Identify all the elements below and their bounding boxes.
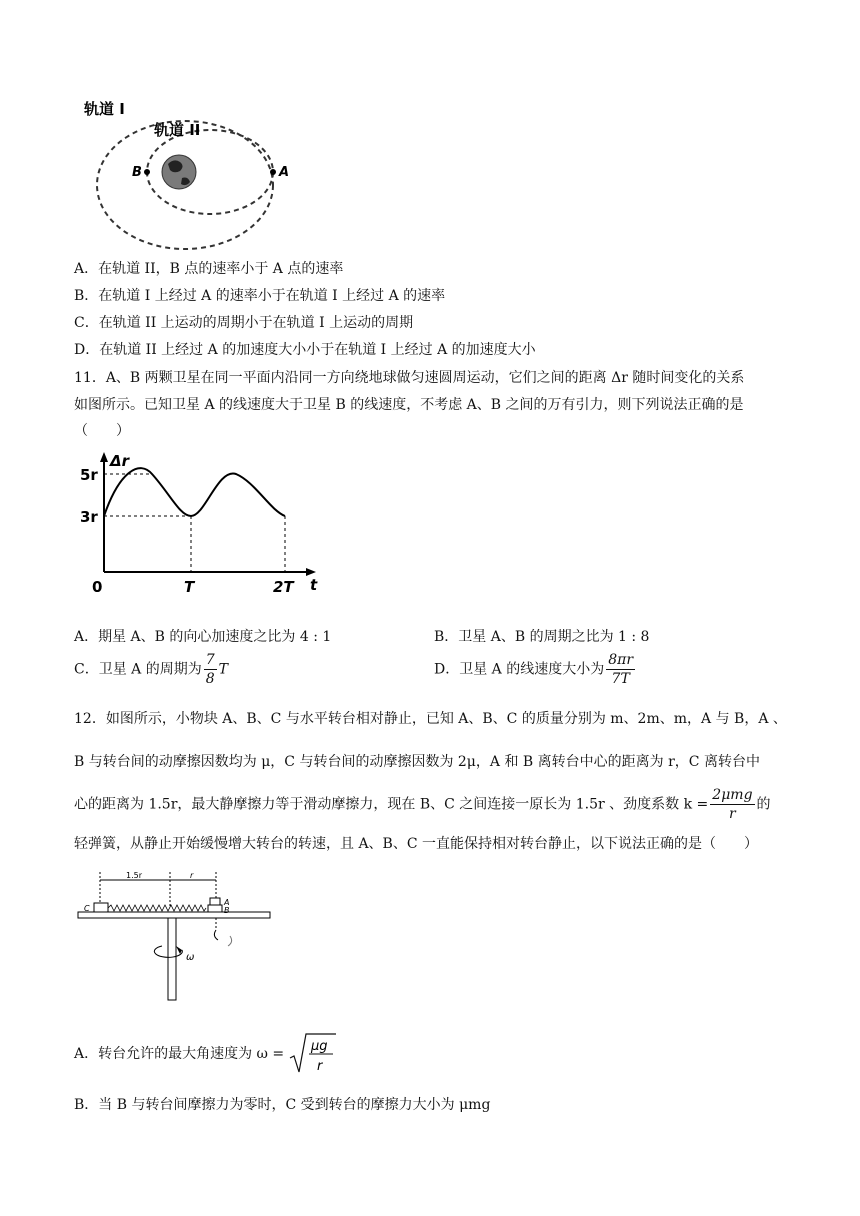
label-orbit-1: 轨道 I xyxy=(84,100,125,118)
label-B: B xyxy=(224,906,230,915)
x-tick-0: 0 xyxy=(92,578,103,596)
svg-text:r: r xyxy=(316,1059,322,1074)
turntable-axle xyxy=(168,918,176,1000)
label-A: A xyxy=(279,165,290,180)
label-omega: ω xyxy=(186,952,195,963)
label-B: B xyxy=(132,165,142,180)
block-B xyxy=(208,905,222,912)
q10-option-b: B．在轨道 I 上经过 A 的速率小于在轨道 I 上经过 A 的速率 xyxy=(74,288,446,304)
q11-option-a: A．期星 A、B 的向心加速度之比为 4 : 1 xyxy=(74,629,332,645)
point-B xyxy=(144,169,150,175)
earth-icon xyxy=(162,155,196,189)
q11-option-c: C．卫星 A 的周期为 $\frac{7}{8}$ T xyxy=(74,652,228,687)
turntable-surface xyxy=(78,912,270,918)
spring xyxy=(108,905,206,911)
fraction-7-8: $\frac{7}{8}$ xyxy=(205,652,215,687)
fraction-8pir-7T: $\frac{8\pi r}{7T}$ xyxy=(608,652,634,687)
y-axis-label: Δr xyxy=(110,452,130,470)
label-C: C xyxy=(84,904,90,913)
q12-stem-line3: 心的距离为 1.5r，最大静摩擦力等于滑动摩擦力，现在 B、C 之间连接一原长为 1.5r 、劲度系数 k = $\frac{\text{2μmg}}{r}$ 的 xyxy=(74,787,771,822)
q12-stem-line2: B 与转台间的动摩擦因数均为 μ，C 与转台间的动摩擦因数为 2μ，A 和 B 离转台中心的距离为 r，C 离转台中 xyxy=(74,754,760,770)
q12-stem-line1: 12．如图所示，小物块 A、B、C 与水平转台相对静止，已知 A、B、C 的质量分别为 m、2m、m，A 与 B，A 、 xyxy=(74,711,787,727)
x-axis-label: t xyxy=(310,576,318,594)
x-tick-2T: 2T xyxy=(273,578,294,596)
dim-r: r xyxy=(190,871,194,880)
q11-stem-line2: 如图所示。已知卫星 A 的线速度大于卫星 B 的线速度，不考虑 A、B 之间的万有引力，则下列说法正确的是 xyxy=(74,397,744,413)
fraction-k: $\frac{\text{2μmg}}{r}$ xyxy=(712,787,753,822)
q10-option-c: C．在轨道 II 上运动的周期小于在轨道 I 上运动的周期 xyxy=(74,315,414,331)
y-tick-5r: 5r xyxy=(80,466,98,484)
q12-option-b: B．当 B 与转台间摩擦力为零时，C 受到转台的摩擦力大小为 μmg xyxy=(74,1097,491,1113)
q11-stem-line1: 11．A、B 两颗卫星在同一平面内沿同一方向绕地球做匀速圆周运动，它们之间的距离 Δr 随时间变化的关系 xyxy=(74,370,745,386)
q12-stem-line4: 轻弹簧，从静止开始缓慢增大转台的转速，且 A、B、C 一直能保持相对转台静止，以下说法正确的是（ ） xyxy=(74,836,759,852)
turntable-figure xyxy=(76,868,286,1008)
svg-text:μg: μg xyxy=(310,1039,328,1054)
q12-option-a: A．转台允许的最大角速度为 ω = μg r xyxy=(74,1032,337,1076)
orbit-figure xyxy=(80,92,290,262)
q10-option-d: D．在轨道 II 上经过 A 的加速度大小小于在轨道 I 上经过 A 的加速度大小 xyxy=(74,342,536,358)
x-tick-T: T xyxy=(184,578,195,596)
q10-option-a: A．在轨道 II，B 点的速率小于 A 点的速率 xyxy=(74,261,344,277)
distance-time-graph xyxy=(80,450,330,600)
q11-option-d-prefix: D．卫星 A 的线速度大小为 xyxy=(434,661,605,678)
q11-option-d xyxy=(434,651,637,688)
y-tick-3r: 3r xyxy=(80,508,98,526)
distance-curve xyxy=(104,468,285,516)
label-orbit-2: 轨道 II xyxy=(154,121,201,139)
dim-1-5r: 1.5r xyxy=(126,871,143,880)
point-A xyxy=(270,169,276,175)
label-A: A xyxy=(224,898,230,907)
block-C xyxy=(94,903,108,912)
q11-option-c-prefix: C．卫星 A 的周期为 xyxy=(74,661,202,678)
sqrt-expression xyxy=(289,1032,337,1076)
block-A xyxy=(210,898,220,905)
q11-stem-line3: （ ） xyxy=(74,423,130,439)
q11-option-b: B．卫星 A、B 的周期之比为 1 : 8 xyxy=(434,629,650,645)
